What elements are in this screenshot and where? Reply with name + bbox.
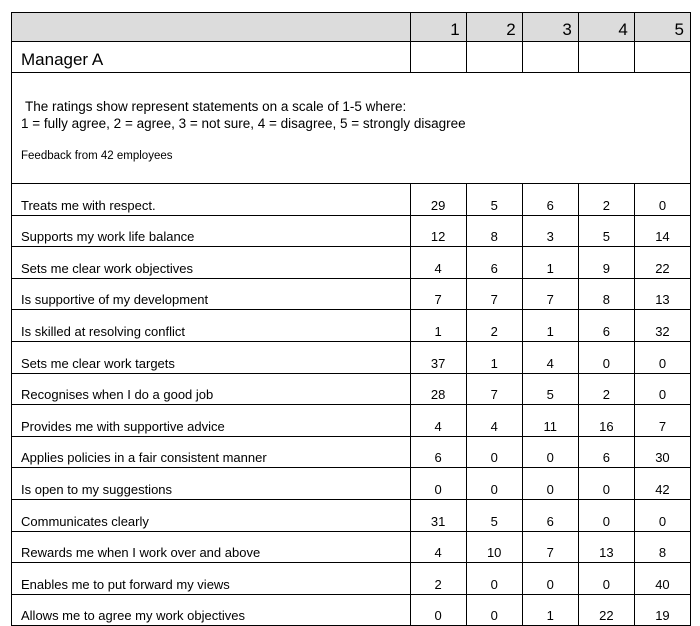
rating-count-3: 0 [522,436,578,468]
table-row [12,563,691,595]
rating-count-1: 37 [410,341,466,373]
rating-count-1: 29 [410,184,466,216]
rating-count-2: 7 [466,278,522,310]
rating-count-5: 13 [634,278,690,310]
rating-count-1: 31 [410,499,466,531]
rating-count-5: 0 [634,499,690,531]
rating-count-3: 3 [522,215,578,247]
rating-count-1: 1 [410,310,466,342]
table-row [12,310,691,342]
rating-count-2: 5 [466,184,522,216]
statement-label: Is skilled at resolving conflict [12,310,411,342]
scale-explanation-line1: The ratings show represent statements on a scale of 1-5 where: [25,99,407,114]
manager-empty-cell [578,42,634,73]
rating-count-5: 8 [634,531,690,563]
table-row [12,405,691,437]
manager-empty-cell [466,42,522,73]
rating-count-4: 22 [578,594,634,626]
rating-count-4: 5 [578,215,634,247]
table-row [12,278,691,310]
rating-count-4: 16 [578,405,634,437]
ratings-sheet [11,12,691,626]
rating-count-1: 2 [410,563,466,595]
rating-count-3: 0 [522,468,578,500]
rating-count-4: 0 [578,468,634,500]
statement-label: Recognises when I do a good job [12,373,411,405]
rating-count-4: 2 [578,184,634,216]
rating-count-2: 0 [466,563,522,595]
rating-count-4: 0 [578,341,634,373]
rating-count-5: 0 [634,184,690,216]
rating-count-5: 30 [634,436,690,468]
scale-header-5: 5 [634,13,690,42]
rating-count-1: 4 [410,405,466,437]
scale-header-4: 4 [578,13,634,42]
table-row [12,215,691,247]
statement-label: Is open to my suggestions [12,468,411,500]
rating-count-4: 6 [578,310,634,342]
rating-count-5: 32 [634,310,690,342]
rating-count-5: 0 [634,341,690,373]
rating-count-4: 0 [578,499,634,531]
table-row [12,499,691,531]
rating-count-5: 22 [634,247,690,279]
scale-header-1: 1 [410,13,466,42]
rating-count-1: 0 [410,594,466,626]
rating-count-3: 5 [522,373,578,405]
statement-label: Enables me to put forward my views [12,563,411,595]
rating-count-3: 1 [522,594,578,626]
statement-label: Supports my work life balance [12,215,411,247]
rating-count-2: 4 [466,405,522,437]
ratings-table [11,12,691,626]
rating-count-1: 4 [410,531,466,563]
manager-row [12,42,691,73]
statement-label: Allows me to agree my work objectives [12,594,411,626]
rating-count-2: 7 [466,373,522,405]
rating-count-5: 7 [634,405,690,437]
scale-header-row [12,13,691,42]
intro-cell [12,73,691,184]
manager-empty-cell [634,42,690,73]
rating-count-1: 6 [410,436,466,468]
manager-name: Manager A [12,42,411,73]
statement-label: Sets me clear work objectives [12,247,411,279]
rating-count-2: 0 [466,436,522,468]
table-row [12,341,691,373]
rating-count-3: 1 [522,310,578,342]
rating-count-1: 28 [410,373,466,405]
rating-count-1: 4 [410,247,466,279]
statement-label: Is supportive of my development [12,278,411,310]
rating-count-3: 6 [522,184,578,216]
manager-empty-cell [410,42,466,73]
rating-count-2: 2 [466,310,522,342]
table-row [12,436,691,468]
rating-count-2: 0 [466,468,522,500]
rating-count-1: 7 [410,278,466,310]
manager-empty-cell [522,42,578,73]
table-row [12,468,691,500]
rating-count-3: 1 [522,247,578,279]
rating-count-2: 0 [466,594,522,626]
rating-count-2: 8 [466,215,522,247]
rating-count-1: 12 [410,215,466,247]
rating-count-3: 0 [522,563,578,595]
rating-count-4: 9 [578,247,634,279]
table-row [12,594,691,626]
rating-count-3: 11 [522,405,578,437]
rating-count-5: 0 [634,373,690,405]
rating-count-2: 5 [466,499,522,531]
statement-label: Sets me clear work targets [12,341,411,373]
table-row [12,184,691,216]
rating-count-3: 6 [522,499,578,531]
intro-row [12,73,691,184]
rating-count-5: 42 [634,468,690,500]
rating-count-2: 6 [466,247,522,279]
table-row [12,531,691,563]
scale-header-3: 3 [522,13,578,42]
rating-count-5: 14 [634,215,690,247]
statement-label: Provides me with supportive advice [12,405,411,437]
rating-count-3: 7 [522,278,578,310]
rating-count-3: 7 [522,531,578,563]
rating-count-4: 6 [578,436,634,468]
statement-label: Communicates clearly [12,499,411,531]
scale-header-2: 2 [466,13,522,42]
statement-label: Applies policies in a fair consistent manner [12,436,411,468]
rating-count-5: 40 [634,563,690,595]
rating-count-1: 0 [410,468,466,500]
rating-count-4: 2 [578,373,634,405]
rating-count-2: 10 [466,531,522,563]
header-blank-cell [12,13,411,42]
rating-count-3: 4 [522,341,578,373]
statement-label: Rewards me when I work over and above [12,531,411,563]
rating-count-4: 0 [578,563,634,595]
statement-label: Treats me with respect. [12,184,411,216]
rating-count-2: 1 [466,341,522,373]
rating-count-5: 19 [634,594,690,626]
table-row [12,373,691,405]
rating-count-4: 13 [578,531,634,563]
table-row [12,247,691,279]
rating-count-4: 8 [578,278,634,310]
feedback-count: Feedback from 42 employees [21,150,173,162]
scale-explanation-line2: 1 = fully agree, 2 = agree, 3 = not sure, 4 = disagree, 5 = strongly disagree [21,116,466,131]
